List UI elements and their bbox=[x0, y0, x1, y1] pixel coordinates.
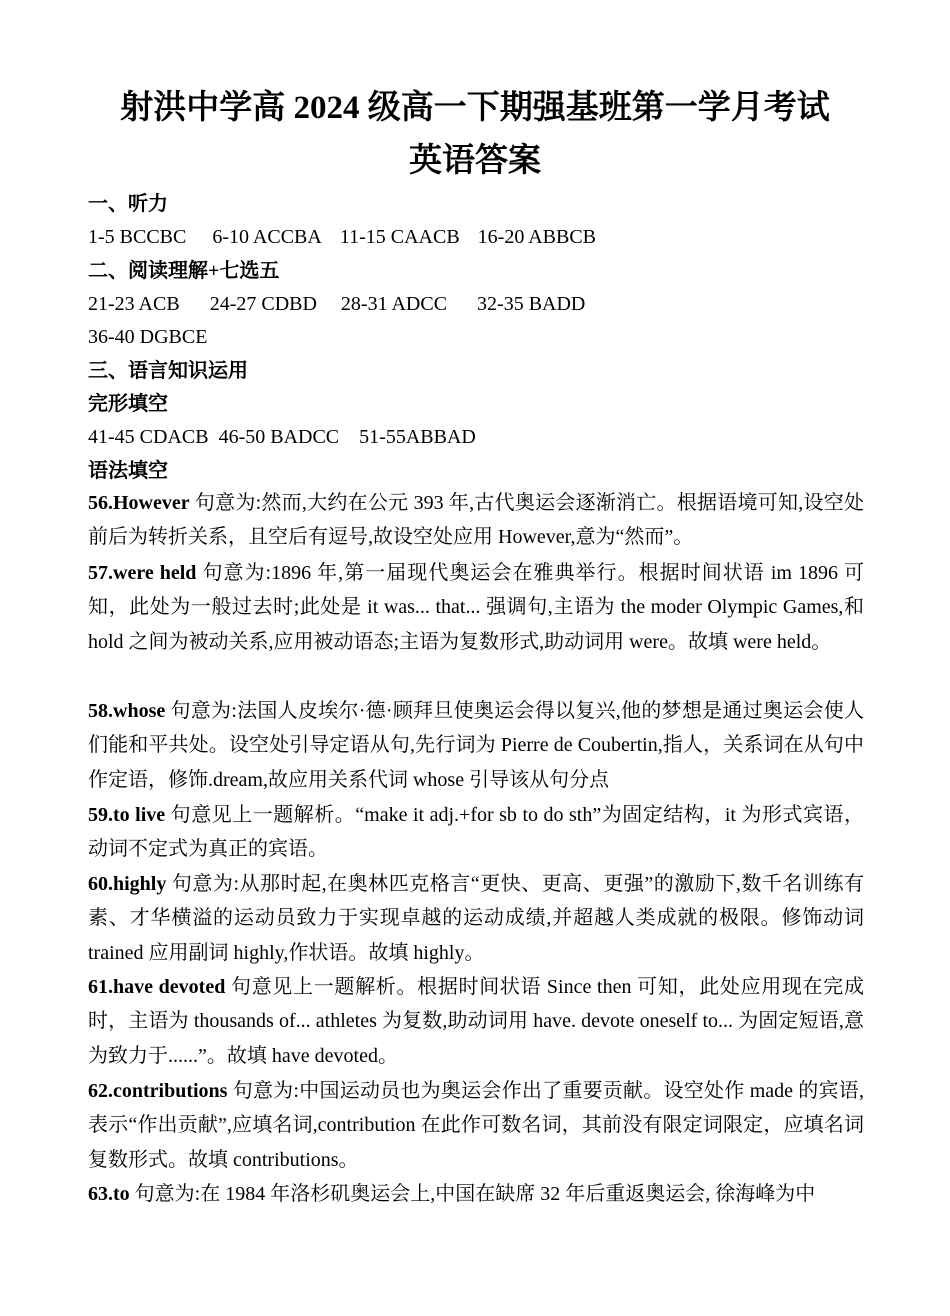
explanation-text: 句意为:法国人皮埃尔·德·顾拜旦使奥运会得以复兴,他的梦想是通过奥运会使人们能和平共处。设空处引导定语从句,先行词为 Pierre de Coubertin,指人，关系词在从句中作定语，修饰.dream,故应用关系代词 whose 引导该从句分点 bbox=[88, 700, 864, 791]
answer-key: 62.contributions bbox=[88, 1080, 228, 1102]
reading-answers-row2 bbox=[88, 324, 864, 350]
section-heading-reading: 二、阅读理解+七选五 bbox=[88, 260, 280, 282]
explanation-58 bbox=[88, 694, 864, 797]
answer-key: 56.However bbox=[88, 492, 190, 514]
answer-group: 16-20 ABBCB bbox=[477, 226, 597, 248]
section-heading-listening: 一、听力 bbox=[88, 193, 168, 215]
answer-key: 61.have devoted bbox=[88, 976, 226, 998]
answer-key: 60.highly bbox=[88, 873, 167, 895]
answer-group: 1-5 BCCBC bbox=[88, 226, 187, 248]
answer-key: 63.to bbox=[88, 1183, 130, 1205]
answer-group: 41-45 CDACB bbox=[88, 426, 209, 448]
page-title: 射洪中学高 2024 级高一下期强基班第一学月考试 bbox=[120, 90, 830, 126]
answer-group: 32-35 BADD bbox=[477, 293, 586, 315]
answer-group: 51-55ABBAD bbox=[359, 426, 476, 448]
cloze-heading: 完形填空 bbox=[88, 393, 168, 415]
answer-key: 57.were held bbox=[88, 562, 197, 584]
reading-answers-row1 bbox=[88, 291, 864, 317]
explanation-text: 句意为:1896 年,第一届现代奥运会在雅典举行。根据时间状语 im 1896 可知，此处为一般过去时;此处是 it was... that... 强调句,主语为 the moder Olympic Games,和 hold 之间为被动关系,应用被动语态;主语为复数形式,助动词用 were。故填 were held。 bbox=[88, 562, 864, 653]
answer-group: 21-23 ACB bbox=[88, 293, 180, 315]
answer-group: 6-10 ACCBA bbox=[212, 226, 322, 248]
answer-group: 11-15 CAACB bbox=[339, 226, 460, 248]
listening-answers bbox=[88, 224, 864, 250]
explanation-56 bbox=[88, 486, 864, 555]
page-subtitle: 英语答案 bbox=[409, 143, 541, 179]
explanation-text: 句意见上一题解析。根据时间状语 Since then 可知，此处应用现在完成时，主语为 thousands of... athletes 为复数,助动词用 have. devote oneself to... 为固定短语,意为致力于......”。故填 have devoted。 bbox=[88, 976, 864, 1067]
explanation-62 bbox=[88, 1074, 864, 1177]
explanation-61 bbox=[88, 970, 864, 1073]
answer-group: 36-40 DGBCE bbox=[88, 326, 208, 348]
explanation-text: 句意见上一题解析。“make it adj.+for sb to do sth”为固定结构，it 为形式宾语，动词不定式为真正的宾语。 bbox=[88, 804, 864, 861]
explanation-57 bbox=[88, 556, 864, 659]
explanation-59 bbox=[88, 798, 864, 867]
answer-key: 58.whose bbox=[88, 700, 166, 722]
answer-key: 59.to live bbox=[88, 804, 166, 826]
answer-group: 24-27 CDBD bbox=[209, 293, 317, 315]
explanation-text: 句意为:中国运动员也为奥运会作出了重要贡献。设空处作 made 的宾语,表示“作出贡献”,应填名词,contribution 在此作可数名词，其前没有限定词限定，应填名词复数形式。故填 contributions。 bbox=[88, 1080, 864, 1171]
grammar-heading: 语法填空 bbox=[88, 460, 168, 482]
answer-group: 46-50 BADCC bbox=[218, 426, 340, 448]
answer-group: 28-31 ADCC bbox=[340, 293, 448, 315]
explanation-text: 句意为:从那时起,在奥林匹克格言“更快、更高、更强”的激励下,数千名训练有素、才华横溢的运动员致力于实现卓越的运动成绩,并超越人类成就的极限。修饰动词 trained 应用副词 highly,作状语。故填 highly。 bbox=[88, 873, 864, 964]
explanation-text: 句意为:然而,大约在公元 393 年,古代奥运会逐渐消亡。根据语境可知,设空处前后为转折关系，且空后有逗号,故设空处应用 However,意为“然而”。 bbox=[88, 492, 864, 549]
section-heading-language: 三、语言知识运用 bbox=[88, 360, 248, 382]
cloze-answers bbox=[88, 424, 864, 450]
explanation-63 bbox=[88, 1177, 864, 1211]
explanation-text: 句意为:在 1984 年洛杉矶奥运会上,中国在缺席 32 年后重返奥运会, 徐海峰为中 bbox=[129, 1183, 816, 1205]
explanation-60 bbox=[88, 867, 864, 970]
